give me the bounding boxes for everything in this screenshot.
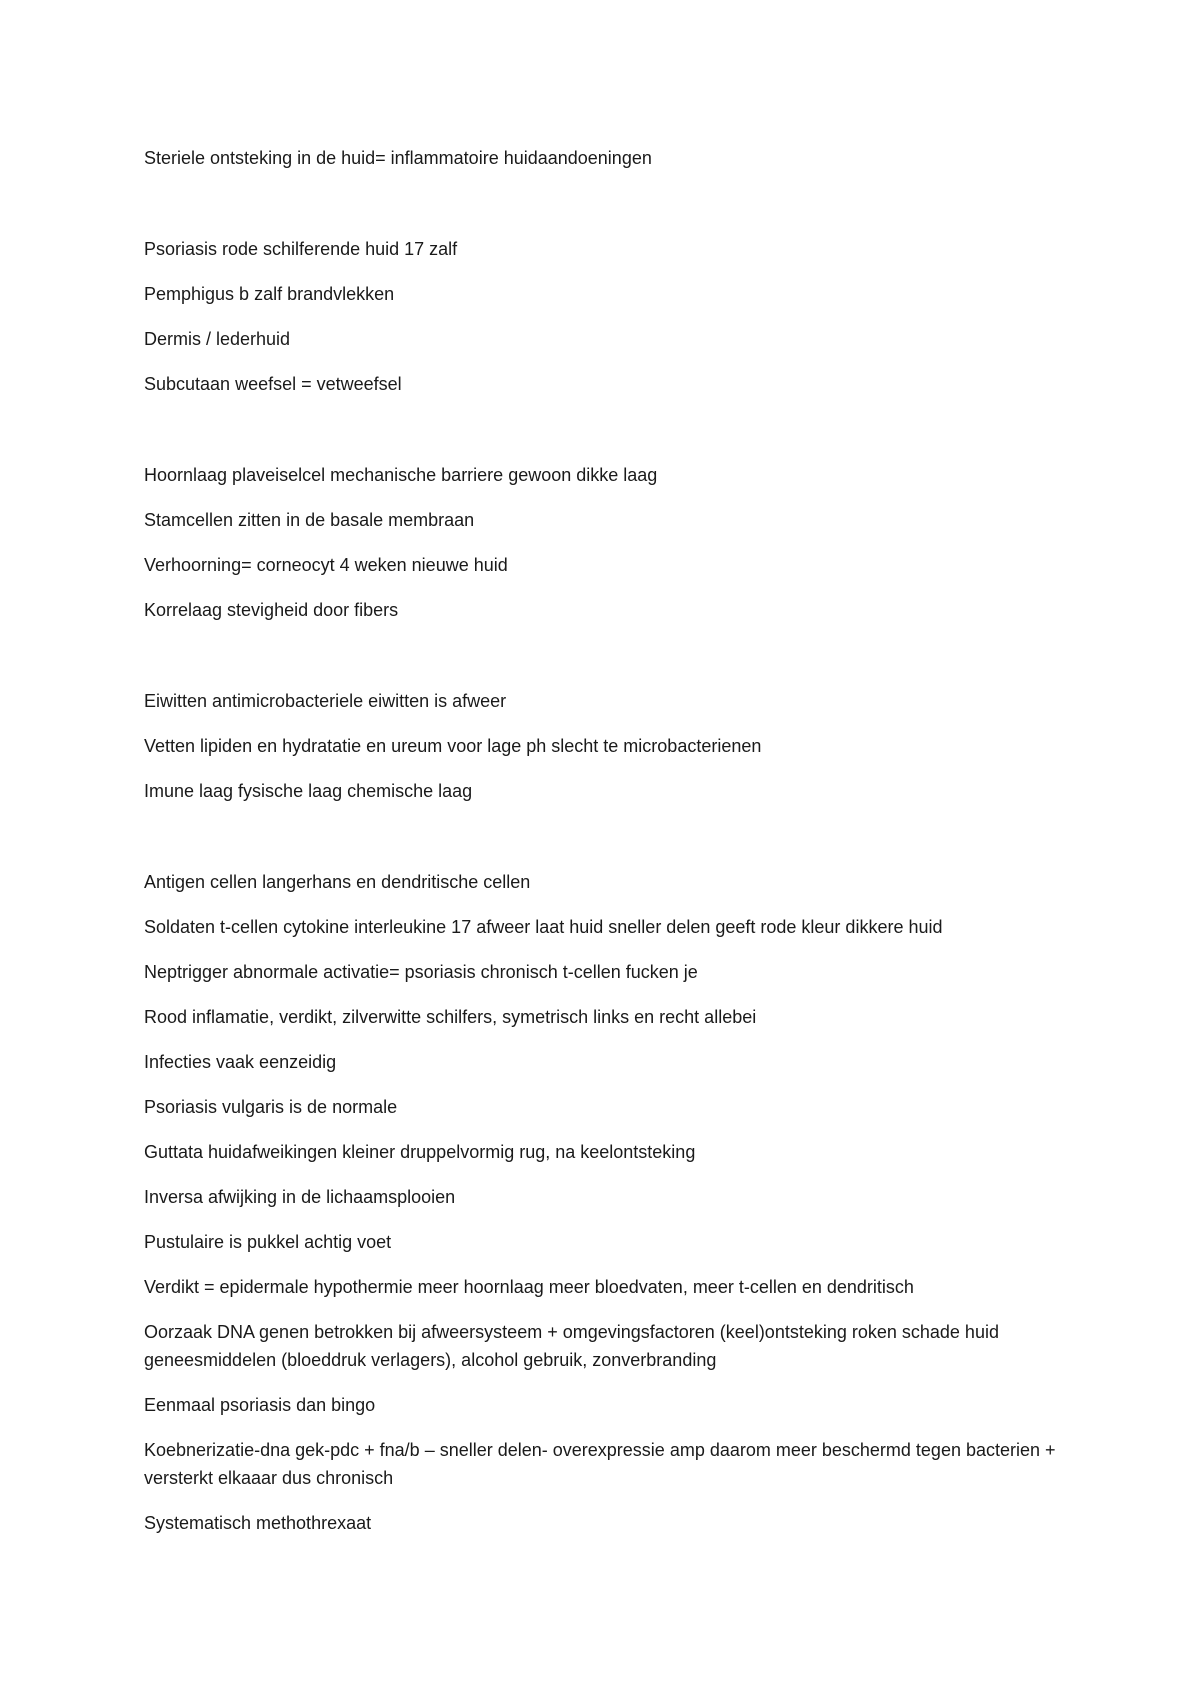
paragraph-18: Soldaten t-cellen cytokine interleukine 17 afweer laat huid sneller delen geeft rode kleur dikkere huid [144,917,943,937]
paragraph-28: Eenmaal psoriasis dan bingo [144,1395,376,1415]
paragraph-29: Koebnerizatie-dna gek-pdc + fna/b – sneller delen- overexpressie amp daarom meer beschermd tegen bacterien + versterkt elkaaar dus chronisch [144,1440,1056,1488]
paragraph-gap [144,415,1064,461]
paragraph-26: Verdikt = epidermale hypothermie meer hoornlaag meer bloedvaten, meer t-cellen en dendritisch [144,1277,914,1297]
paragraph-1: Steriele ontsteking in de huid= inflammatoire huidaandoeningen [144,148,652,168]
paragraph-gap [144,641,1064,687]
paragraph-11: Korrelaag stevigheid door fibers [144,600,399,620]
paragraph-17: Antigen cellen langerhans en dendritische cellen [144,872,531,892]
paragraph-gap [144,822,1064,868]
paragraph-5: Dermis / lederhuid [144,329,291,349]
paragraph-13: Eiwitten antimicrobacteriele eiwitten is afweer [144,691,507,711]
paragraph-25: Pustulaire is pukkel achtig voet [144,1232,392,1252]
paragraph-27: Oorzaak DNA genen betrokken bij afweersysteem + omgevingsfactoren (keel)ontsteking roken schade huid geneesmiddelen (bloeddruk verlagers), alcohol gebruik, zonverbranding [144,1322,999,1370]
paragraph-4: Pemphigus b zalf brandvlekken [144,284,395,304]
paragraph-19: Neptrigger abnormale activatie= psoriasis chronisch t-cellen fucken je [144,962,698,982]
paragraph-20: Rood inflamatie, verdikt, zilverwitte schilfers, symetrisch links en recht allebei [144,1007,757,1027]
paragraph-9: Stamcellen zitten in de basale membraan [144,510,475,530]
paragraph-10: Verhoorning= corneocyt 4 weken nieuwe huid [144,555,508,575]
paragraph-3: Psoriasis rode schilferende huid 17 zalf [144,239,458,259]
paragraph-22: Psoriasis vulgaris is de normale [144,1097,398,1117]
paragraph-30: Systematisch methothrexaat [144,1513,372,1533]
paragraph-21: Infecties vaak eenzeidig [144,1052,337,1072]
paragraph-23: Guttata huidafweikingen kleiner druppelvormig rug, na keelontsteking [144,1142,696,1162]
paragraph-24: Inversa afwijking in de lichaamsplooien [144,1187,456,1207]
document-body [144,144,1064,1554]
paragraph-6: Subcutaan weefsel = vetweefsel [144,374,402,394]
paragraph-gap [144,189,1064,235]
paragraph-8: Hoornlaag plaveiselcel mechanische barriere gewoon dikke laag [144,465,658,485]
paragraph-14: Vetten lipiden en hydratatie en ureum voor lage ph slecht te microbacterienen [144,736,762,756]
paragraph-15: Imune laag fysische laag chemische laag [144,781,473,801]
